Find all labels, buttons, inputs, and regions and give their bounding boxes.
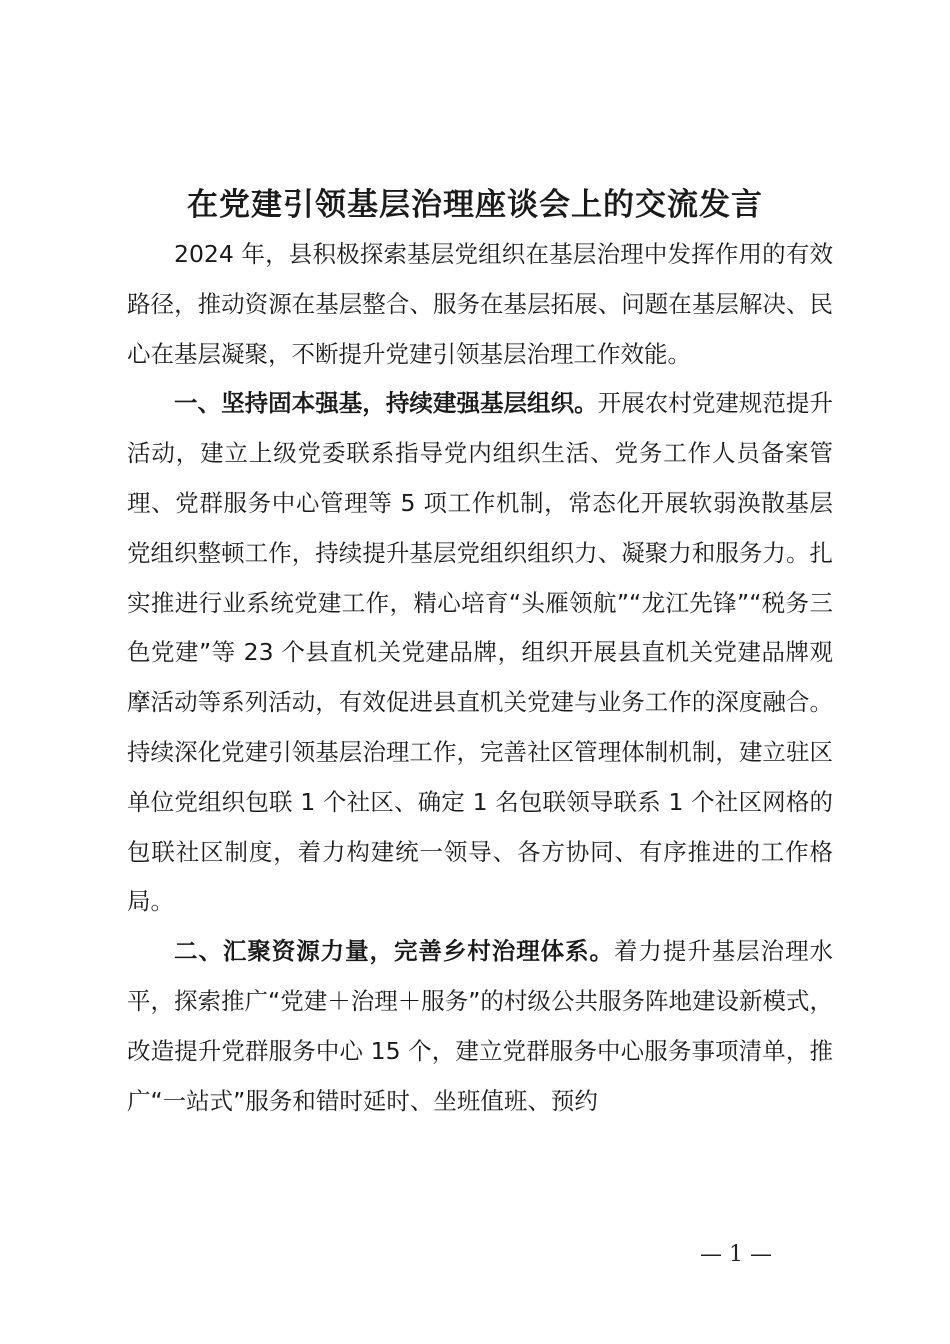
- page-number: — 1 —: [700, 1242, 772, 1267]
- section-2-text: 着力提升基层治理水平，探索推广“党建＋治理＋服务”的村级公共服务阵地建设新模式，改造提升党群服务中心 15 个，建立党群服务中心服务事项清单，推广“一站式”服务和错时延时、坐班值班、预约: [127, 937, 834, 1115]
- section-2-heading: 二、汇聚资源力量，完善乡村治理体系。: [174, 937, 614, 966]
- document-title: 在党建引领基层治理座谈会上的交流发言: [187, 187, 763, 223]
- section-1-heading: 一、坚持固本强基，持续建强基层组织。: [174, 389, 598, 418]
- intro-paragraph: 2024 年，县积极探索基层党组织在基层治理中发挥作用的有效路径，推动资源在基层整合、服务在基层拓展、问题在基层解决、民心在基层凝聚，不断提升党建引领基层治理工作效能。: [127, 240, 833, 368]
- section-2-paragraph: [127, 927, 833, 1126]
- section-1-paragraph: [127, 379, 833, 927]
- section-1-text: 开展农村党建规范提升活动，建立上级党委联系指导党内组织生活、党务工作人员备案管理、党群服务中心管理等 5 项工作机制，常态化开展软弱涣散基层党组织整顿工作，持续提升基层党组织组织力、凝聚力和服务力。扎实推进行业系统党建工作，精心培育“头雁领航”“龙江先锋”“税务三色党建”等 23 个县直机关党建品牌，组织开展县直机关党建品牌观摩活动等系列活动，有效促进县直机关党建与业务工作的深度融合。持续深化党建引领基层治理工作，完善社区管理体制机制，建立驻区单位党组织包联 1 个社区、确定 1 名包联领导联系 1 个社区网格的包联社区制度，着力构建统一领导、各方协同、有序推进的工作格局。: [127, 389, 834, 916]
- document-body: [127, 230, 833, 1126]
